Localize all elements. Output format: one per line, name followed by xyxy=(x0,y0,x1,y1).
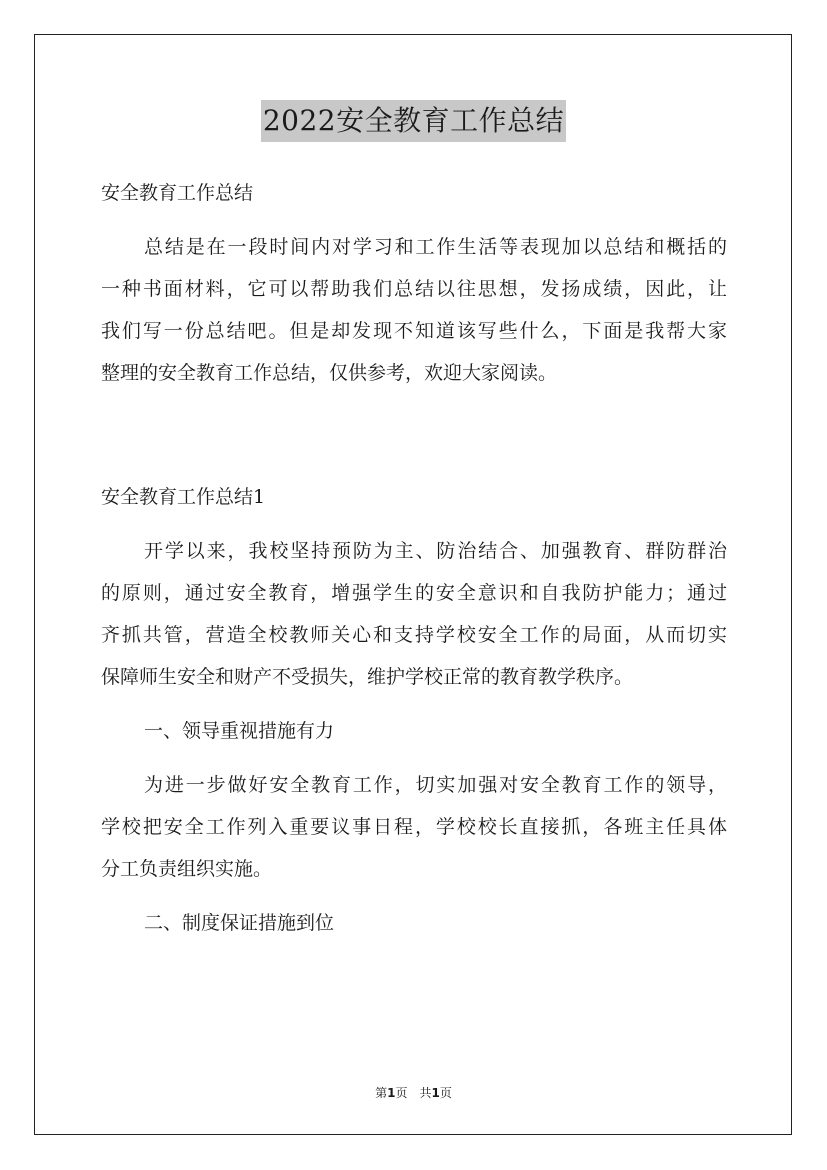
page-footer xyxy=(0,1084,827,1101)
section1-line-3: 齐抓共管，营造全校教师关心和支持学校安全工作的局面，从而切实 xyxy=(101,624,727,646)
footer-prefix: 第 xyxy=(375,1086,388,1100)
intro-heading: 安全教育工作总结 xyxy=(101,182,254,204)
sub1-line-3: 分工负责组织实施。 xyxy=(101,858,273,880)
intro-line-1: 总结是在一段时间内对学习和工作生活等表现加以总结和概括的 xyxy=(144,236,727,258)
document-title: 2022安全教育工作总结 xyxy=(261,100,566,142)
intro-line-4: 整理的安全教育工作总结，仅供参考，欢迎大家阅读。 xyxy=(101,362,558,384)
section1-heading: 安全教育工作总结1 xyxy=(101,486,266,508)
footer-suffix: 页 xyxy=(439,1086,452,1100)
section1-line-4: 保障师生安全和财产不受损失，维护学校正常的教育教学秩序。 xyxy=(101,666,634,688)
document-body xyxy=(101,172,727,944)
section1-line-1: 开学以来，我校坚持预防为主、防治结合、加强教育、群防群治 xyxy=(144,540,727,562)
sub1-line-2: 学校把安全工作列入重要议事日程，学校校长直接抓，各班主任具体 xyxy=(101,816,727,838)
subheading-1: 一、领导重视措施有力 xyxy=(144,720,335,742)
footer-page-current: 1 xyxy=(387,1086,396,1100)
sub1-line-1: 为进一步做好安全教育工作，切实加强对安全教育工作的领导， xyxy=(144,774,727,796)
footer-mid: 页 共 xyxy=(395,1086,432,1100)
title-container xyxy=(0,100,827,142)
subheading-2: 二、制度保证措施到位 xyxy=(144,912,335,934)
intro-line-3: 我们写一份总结吧。但是却发现不知道该写些什么，下面是我帮大家 xyxy=(101,320,727,342)
intro-line-2: 一种书面材料，它可以帮助我们总结以往思想，发扬成绩，因此，让 xyxy=(101,278,727,300)
section1-line-2: 的原则，通过安全教育，增强学生的安全意识和自我防护能力；通过 xyxy=(101,582,727,604)
footer-page-total: 1 xyxy=(431,1086,440,1100)
